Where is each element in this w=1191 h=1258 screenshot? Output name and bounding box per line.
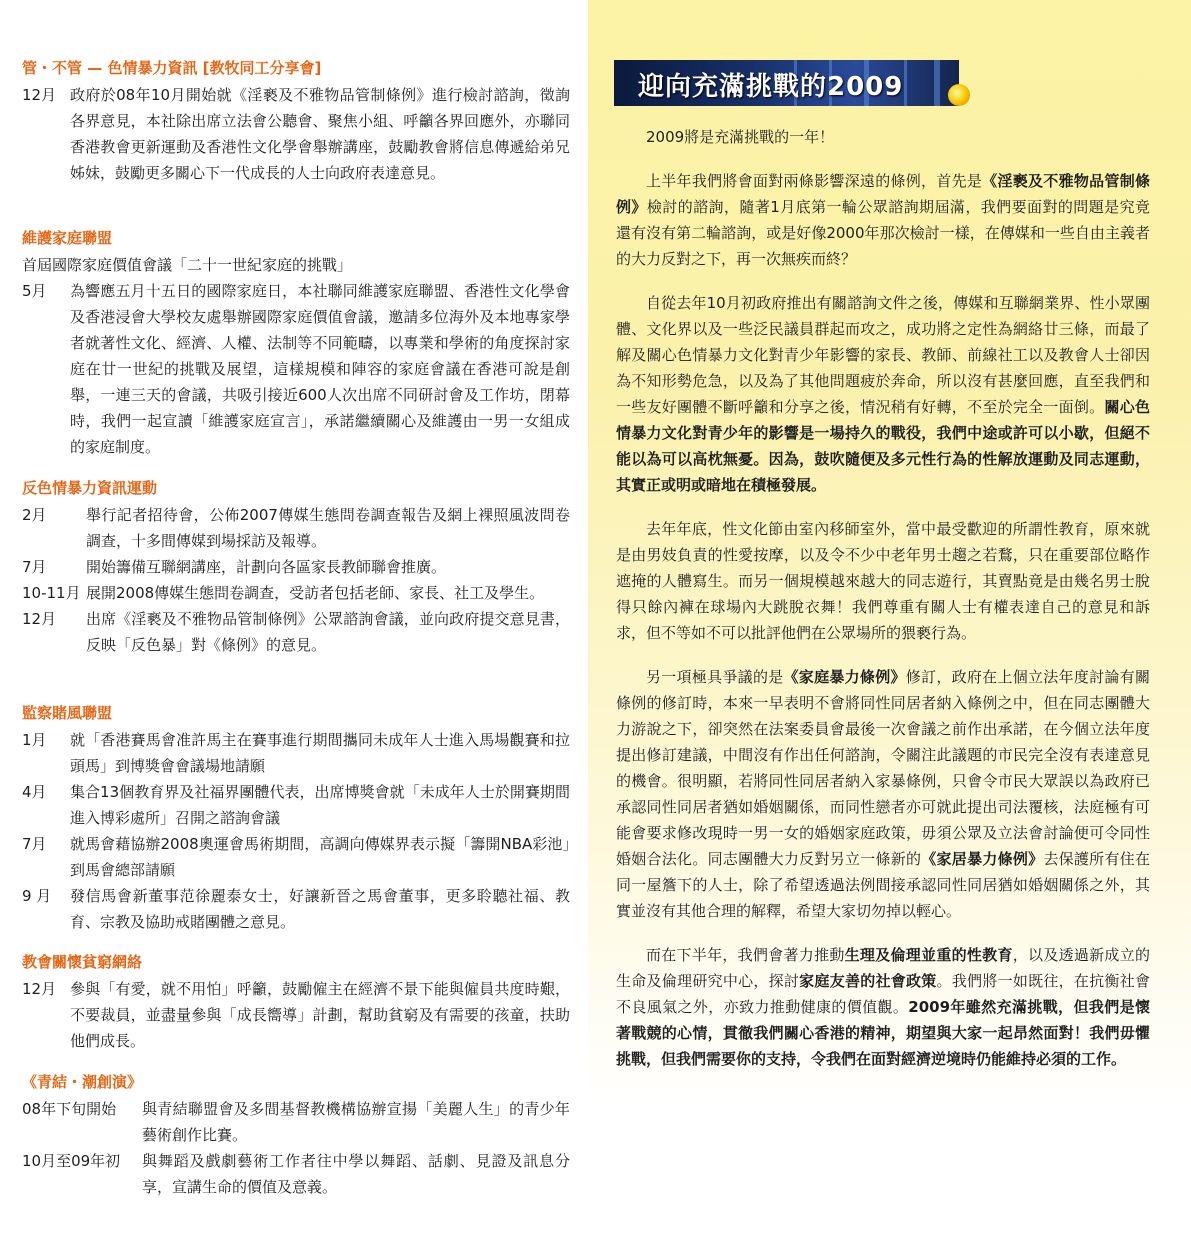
section-poverty-network: [22, 952, 570, 1054]
section-anti-porn-campaign: [22, 478, 570, 658]
bold-text: 《家庭暴力條例》: [783, 668, 906, 686]
entry-date: 7月: [22, 558, 47, 576]
banner-title: 迎向充滿挑戰的2009: [638, 72, 904, 102]
entry-text: 舉行記者招待會，公佈2007傳媒生態問卷調查報告及網上裸照風波問卷調查，十多間傳媒到場採訪及報導。: [86, 506, 570, 550]
text: 去保護所有住在同一屋簷下的人士，除了希望透過法例間接承認同性同居猶如婚姻關係之外，其實並沒有其他合理的解釋，希望大家切勿掉以輕心。: [616, 850, 1150, 920]
entry-date: 12月: [22, 86, 57, 104]
entry: [22, 1096, 570, 1148]
sun-orb-icon: [948, 84, 970, 106]
section-title: 維護家庭聯盟: [22, 229, 113, 247]
entry: [22, 82, 570, 186]
right-column: [588, 0, 1191, 1258]
entry-text: 就「香港賽馬會准許馬主在賽事進行期間攜同未成年人士進入馬場觀賽和拉頭馬」到博獎會會議場地請願: [70, 731, 570, 775]
entry-date: 2月: [22, 506, 47, 524]
section-gambling-watch: [22, 703, 570, 935]
section-family-alliance: [22, 228, 570, 460]
text: 另一項極具爭議的是: [646, 668, 784, 686]
entry-date: 7月: [22, 835, 47, 853]
entry: [22, 831, 570, 883]
entry-date: 10-11月: [22, 584, 81, 602]
text: ，以及透過新成立的生命及倫理研究中心，探討: [616, 946, 1150, 990]
entry: [22, 1148, 570, 1200]
entry-text: 開始籌備互聯網講座，計劃向各區家長教師聯會推廣。: [86, 558, 447, 576]
bold-text: 《淫褻及不雅物品管制條例》: [616, 172, 1150, 216]
entry: [22, 779, 570, 831]
paragraph: [616, 664, 1150, 924]
entry-date: 10月至09年初: [22, 1152, 121, 1170]
banner-bar: [614, 60, 959, 106]
section-pornography-forum: [22, 58, 570, 186]
entry-date: 08年下旬開始: [22, 1100, 117, 1118]
paragraph: [616, 124, 1150, 150]
text: 。我們將一如既往，在抗衡社會不良風氣之外，亦致力推動健康的價值觀。: [616, 972, 1150, 1016]
entry-text: 參與「有愛，就不用怕」呼籲，鼓勵僱主在經濟不景下能與僱員共度時艱，不要裁員，並盡量參與「成長嚮導」計劃，幫助貧窮及有需要的孩童，扶助他們成長。: [70, 980, 570, 1050]
entry-date: 9 月: [22, 887, 52, 905]
entry: [22, 502, 570, 554]
paragraph: [616, 942, 1150, 1072]
article-body: [616, 124, 1150, 1090]
entry-text: 出席《淫褻及不雅物品管制條例》公眾諮詢會議，並向政府提交意見書，反映「反色暴」對《條例》的意見。: [86, 610, 570, 654]
entry: [22, 278, 570, 460]
bold-text: 家庭友善的社會政策: [799, 972, 937, 990]
section-subtitle: 首屆國際家庭價值會議「二十一世紀家庭的挑戰」: [22, 256, 353, 274]
section-youth-creative: [22, 1072, 570, 1200]
text: 上半年我們將會面對兩條影響深遠的條例，首先是: [646, 172, 983, 190]
entry-text: 展開2008傳媒生態問卷調查，受訪者包括老師、家長、社工及學生。: [86, 584, 545, 602]
text: 自從去年10月初政府推出有關諮詢文件之後，傳媒和互聯網業界、性小眾團體、文化界以及一些泛民議員群起而攻之，成功將之定性為網絡廿三條，而最了解及關心色情暴力文化對青少年影響的家長、教師、前線社工以及教會人士卻因為不知形勢危急，以及為了其他問題疲於奔命，所以沒有甚麼回應，直至我們和一些友好團體不斷呼籲和分享之後，情況稍有好轉，不至於完全一面倒。: [616, 294, 1150, 416]
entry-date: 4月: [22, 783, 47, 801]
entry-text: 與青結聯盟會及多間基督教機構協辦宣揚「美麗人生」的青少年藝術創作比賽。: [142, 1100, 570, 1144]
text: 檢討的諮詢，隨著1月底第一輪公眾諮詢期屆滿，我們要面對的問題是究竟還有沒有第二輪諮詢，或是好像2000年那次檢討一樣，在傳媒和一些自由主義者的大力反對之下，再一次無疾而終？: [616, 198, 1150, 268]
entry-text: 政府於08年10月開始就《淫褻及不雅物品管制條例》進行檢討諮詢，徵詢各界意見，本社除出席立法會公聽會、聚焦小組、呼籲各界回應外，亦聯同香港教會更新運動及香港性文化學會舉辦講座，鼓勵教會將信息傳遞給弟兄姊妹，鼓勵更多關心下一代成長的人士向政府表達意見。: [70, 86, 570, 182]
entry-date: 1月: [22, 731, 47, 749]
entry-date: 5月: [22, 282, 47, 300]
paragraph: [616, 168, 1150, 272]
bold-text: 《家居暴力條例》: [921, 850, 1044, 868]
paragraph: [616, 290, 1150, 498]
text: 而在下半年，我們會著力推動: [646, 946, 845, 964]
section-title: 監察賭風聯盟: [22, 704, 113, 722]
entry: [22, 883, 570, 935]
entry-date: 12月: [22, 980, 57, 998]
section-title: 管・不管 — 色情暴力資訊 [教牧同工分享會]: [22, 59, 322, 77]
entry: [22, 727, 570, 779]
text: 去年年底，性文化節由室內移師室外，當中最受歡迎的所謂性教育，原來就是由男妓負責的性愛按摩，以及令不少中老年男士趨之若鶩，只在重要部位略作遮掩的人體寫生。而另一個規模越來越大的同志遊行，其賣點竟是由幾名男士脫得只餘內褲在球場內大跳脫衣舞！我們尊重有關人士有權表達自己的意見和訴求，但不等如不可以批評他們在公眾場所的猥褻行為。: [616, 520, 1150, 642]
entry-date: 12月: [22, 610, 57, 628]
section-title: 教會關懷貧窮網絡: [22, 953, 143, 971]
article-banner: [614, 60, 1174, 110]
left-column: [0, 0, 588, 1258]
entry: [22, 580, 570, 606]
text: 2009將是充滿挑戰的一年！: [646, 128, 835, 146]
bold-text: 生理及倫理並重的性教育: [844, 946, 1013, 964]
bold-text: 關心色情暴力文化對青少年的影響是一場持久的戰役，我們中途或許可以小歇，但絕不能以為可以高枕無憂。因為，鼓吹隨便及多元性行為的性解放運動及同志運動，其實正或明或暗地在積極發展。: [616, 398, 1150, 494]
paragraph: [616, 516, 1150, 646]
entry-text: 發信馬會新董事范徐麗泰女士，好讓新晉之馬會董事，更多聆聽社福、教育、宗教及協助戒賭團體之意見。: [70, 887, 570, 931]
entry: [22, 554, 570, 580]
bold-text: 2009年雖然充滿挑戰，但我們是懷著戰競的心情，貫徹我們關心香港的精神，期望與大家一起昂然面對！我們毋懼挑戰，但我們需要你的支持，令我們在面對經濟逆境時仍能維持必須的工作。: [616, 998, 1151, 1068]
entry: [22, 606, 570, 658]
entry: [22, 976, 570, 1054]
section-title: 《青結・潮創演》: [22, 1073, 143, 1091]
entry-text: 集合13個教育界及社福界團體代表，出席博獎會就「未成年人士於開賽期間進入博彩處所」召開之諮詢會議: [70, 783, 570, 827]
section-title: 反色情暴力資訊運動: [22, 479, 158, 497]
entry-text: 為響應五月十五日的國際家庭日，本社聯同維護家庭聯盟、香港性文化學會及香港浸會大學校友處舉辦國際家庭價值會議，邀請多位海外及本地專家學者就著性文化、經濟、人權、法制等不同範疇，以專業和學術的角度探討家庭在廿一世紀的挑戰及展望，這樣規模和陣容的家庭會議在香港可說是創舉，一連三天的會議，共吸引接近600人次出席不同研討會及工作坊，閉幕時，我們一起宣讀「維護家庭宣言」，承諾繼續關心及維護由一男一女組成的家庭制度。: [70, 282, 570, 456]
text: 修訂，政府在上個立法年度討論有關條例的修訂時，本來一早表明不會將同性同居者納入條例之中，但在同志團體大力游說之下，卻突然在法案委員會最後一次會議之前作出承諾，在今個立法年度提出修訂建議，中間沒有作出任何諮詢，令關注此議題的市民完全沒有表達意見的機會。很明顯，若將同性同居者納入家暴條例，只會令市民大眾誤以為政府已承認同性同居者猶如婚姻關係，而同性戀者亦可就此提出司法覆核，法庭極有可能會要求修改現時一男一女的婚姻家庭政策，毋須公眾及立法會討論便可令同性婚姻合法化。同志團體大力反對另立一條新的: [616, 668, 1150, 868]
entry-text: 與舞蹈及戲劇藝術工作者往中學以舞蹈、話劇、見證及訊息分享，宣講生命的價值及意義。: [142, 1152, 570, 1196]
entry-text: 就馬會藉協辦2008奧運會馬術期間，高調向傳媒界表示擬「籌開NBA彩池」到馬會總部請願: [70, 835, 570, 879]
